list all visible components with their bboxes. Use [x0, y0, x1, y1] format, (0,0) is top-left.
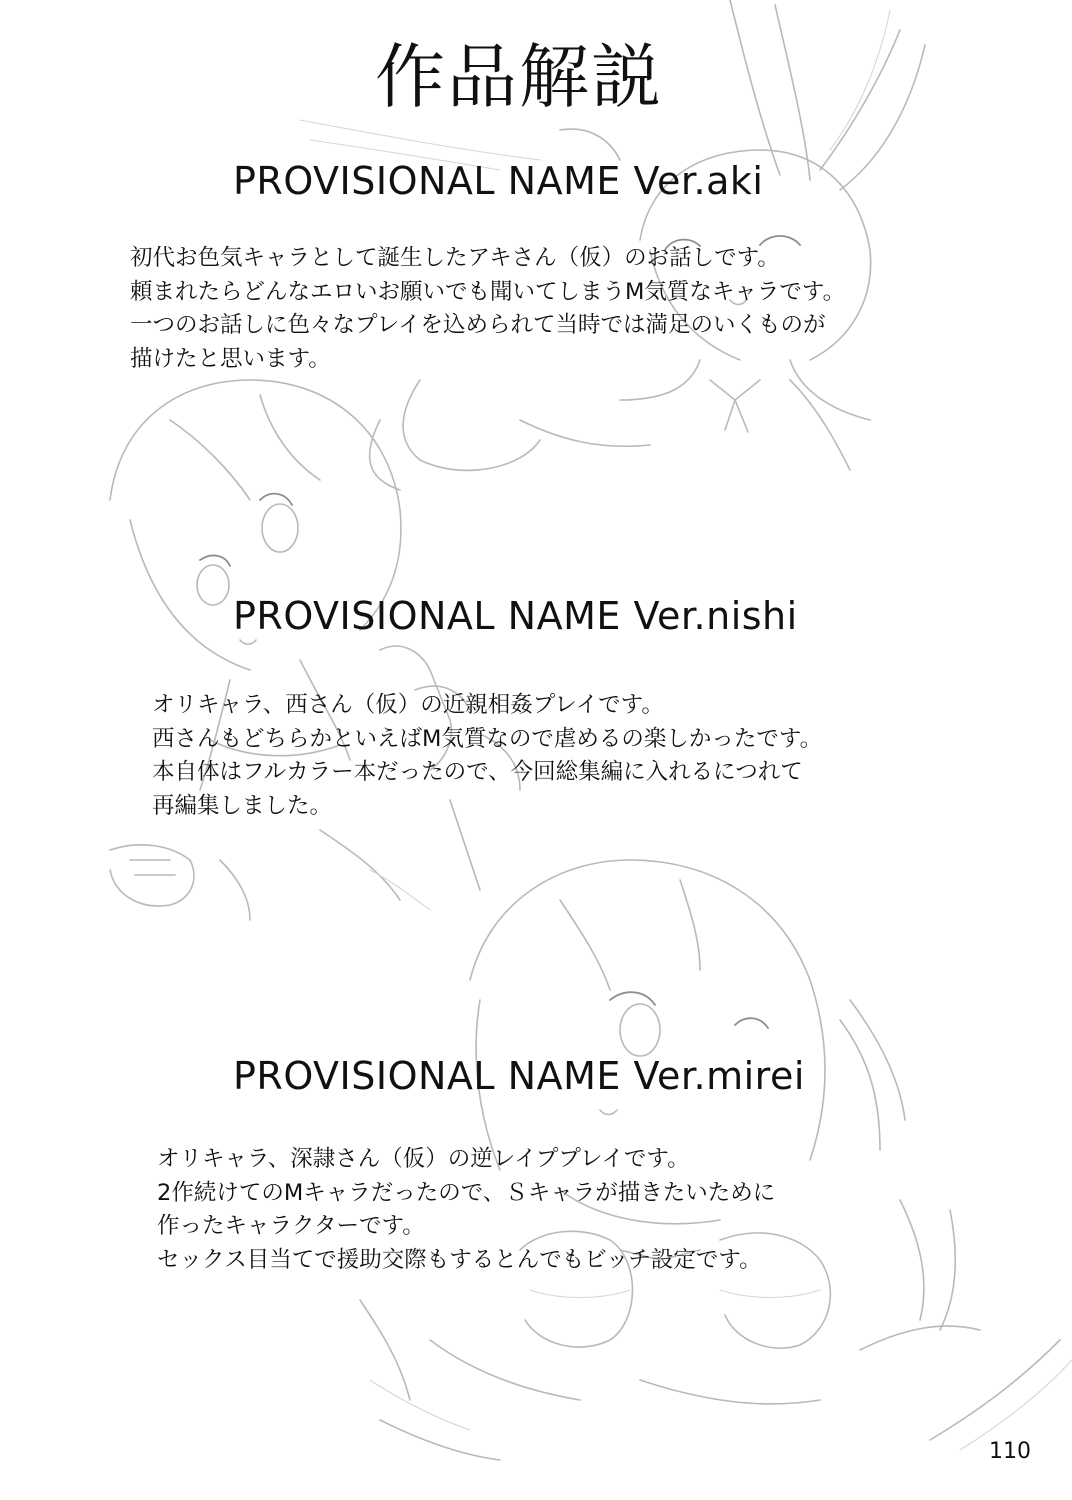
description-line: 2作続けてのMキャラだったので、Ｓキャラが描きたいために	[157, 1179, 776, 1206]
description-line: 再編集しました。	[152, 792, 333, 819]
section-description	[157, 1143, 775, 1277]
page-number: 110	[989, 1439, 1031, 1464]
section-description	[130, 242, 845, 376]
description-line: 頼まれたらどんなエロいお願いでも聞いてしまうM気質なキャラです。	[130, 278, 846, 305]
page-title: 作品解説	[375, 36, 663, 118]
description-line: オリキャラ、西さん（仮）の近親相姦プレイです。	[152, 692, 664, 718]
description-line: 初代お色気キャラとして誕生したアキさん（仮）のお話しです。	[130, 245, 780, 271]
description-line: 描けたと思います。	[130, 345, 331, 372]
description-line: セックス目当てで援助交際もするとんでもビッチ設定です。	[157, 1246, 762, 1273]
description-line: 作ったキャラクターです。	[157, 1213, 425, 1239]
section-heading: PROVISIONAL NAME Ver.nishi	[233, 594, 798, 638]
section-description	[152, 689, 822, 823]
description-line: 本自体はフルカラー本だったので、今回総集編に入れるにつれて	[152, 759, 803, 785]
description-line: 一つのお話しに色々なプレイを込められて当時では満足のいくものが	[130, 312, 826, 338]
section-heading: PROVISIONAL NAME Ver.mirei	[233, 1054, 805, 1098]
description-line: オリキャラ、深隷さん（仮）の逆レイププレイです。	[157, 1146, 690, 1172]
description-line: 西さんもどちらかといえばM気質なので虐めるの楽しかったです。	[152, 725, 823, 752]
section-heading: PROVISIONAL NAME Ver.aki	[233, 159, 764, 203]
